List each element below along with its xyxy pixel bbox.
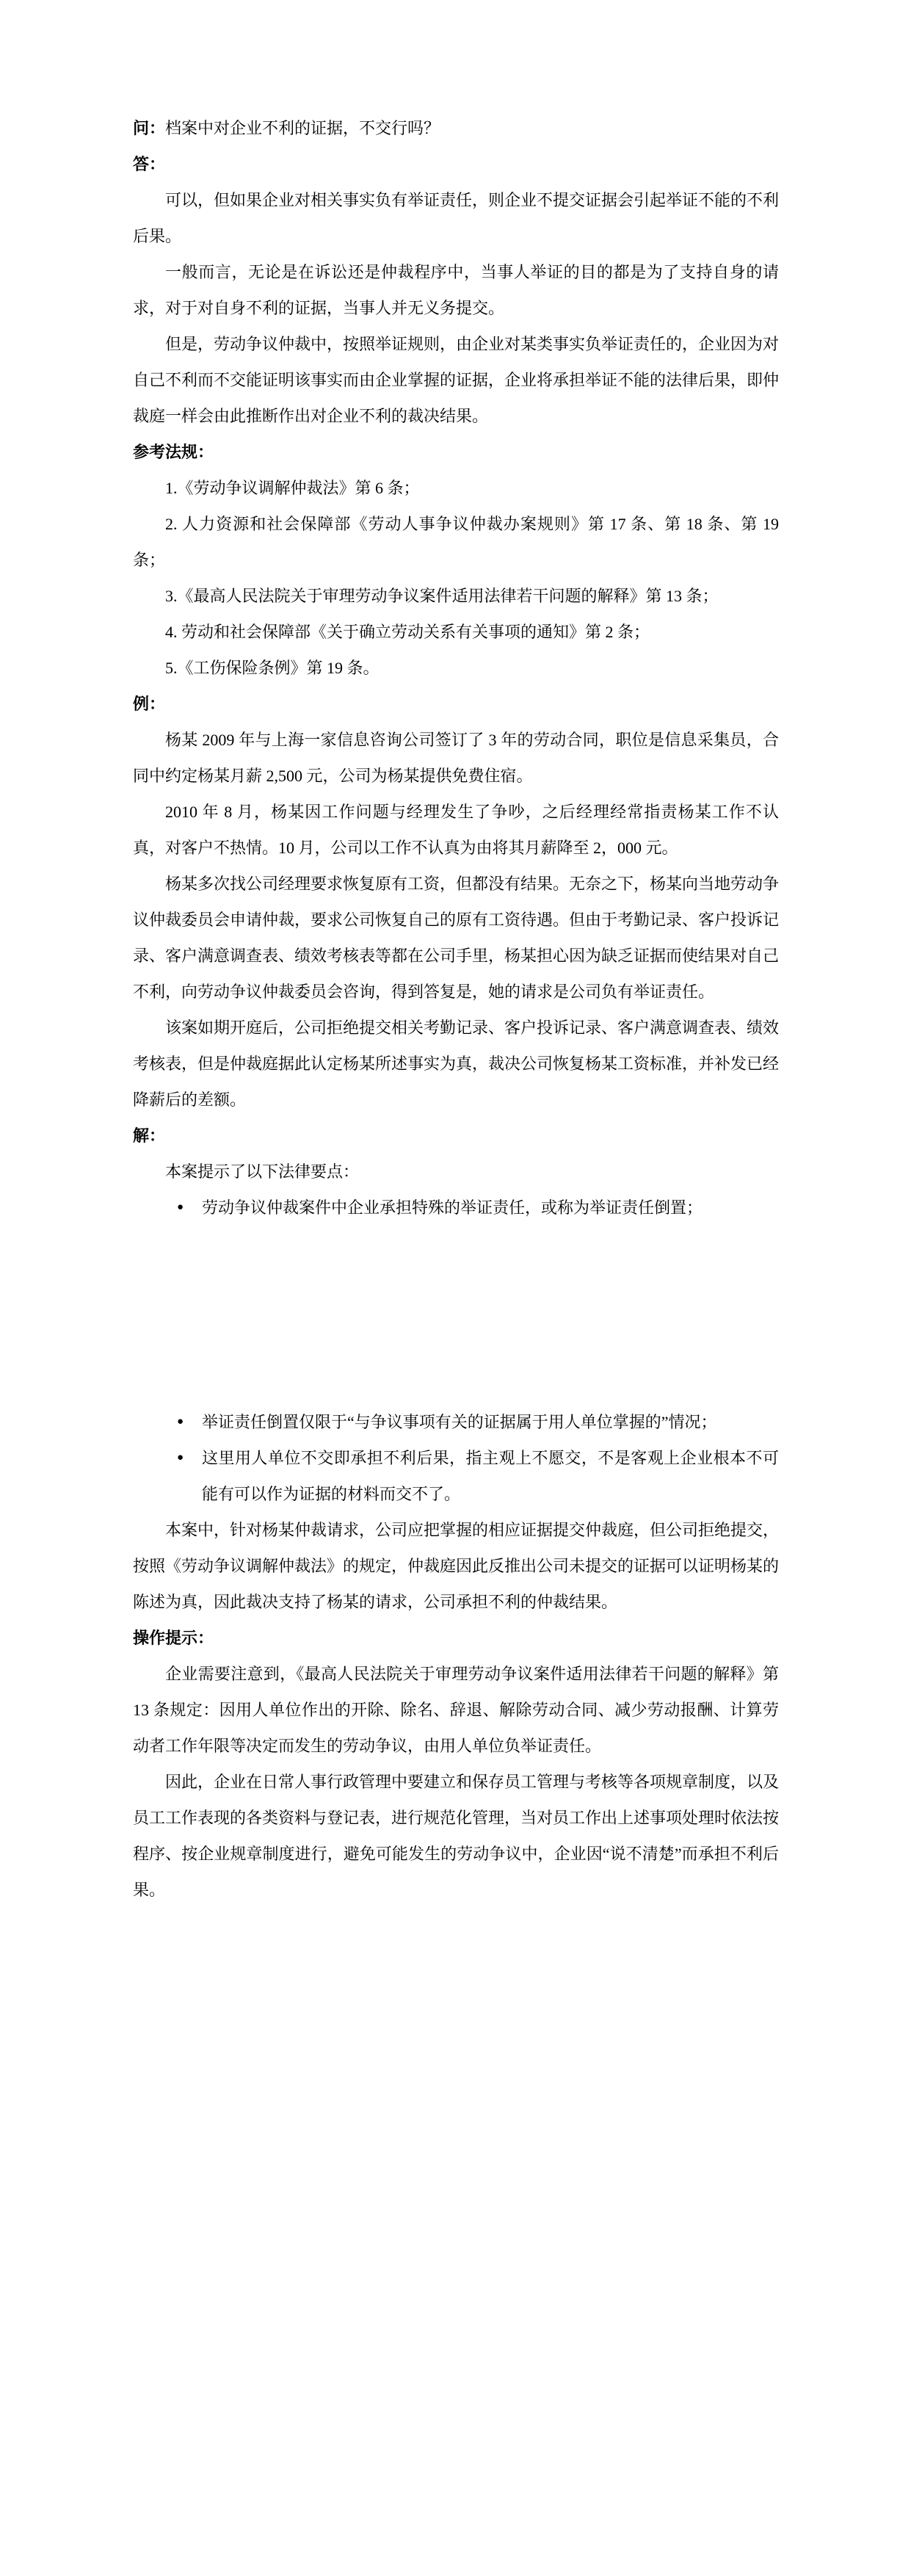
- bullet-list-item: [133, 1404, 779, 1440]
- section-heading: 参考法规：: [133, 443, 214, 461]
- paragraph: 但是，劳动争议仲裁中，按照举证规则，由企业对某类事实负举证责任的，企业因为对自己不利而不交能证明该事实而由企业掌握的证据，企业将承担举证不能的法律后果，即仲裁庭一样会由此推断作出对企业不利的裁决结果。: [133, 335, 780, 425]
- bullet-list-item: [133, 1440, 779, 1512]
- paragraph: 3.《最高人民法院关于审理劳动争议案件适用法律若干问题的解释》第 13 条；: [165, 587, 719, 605]
- paragraph: 1.《劳动争议调解仲裁法》第 6 条；: [165, 479, 420, 497]
- bullet-text: 举证责任倒置仅限于“与争议事项有关的证据属于用人单位掌握的”情况；: [202, 1413, 717, 1431]
- paragraph: 该案如期开庭后，公司拒绝提交相关考勤记录、客户投诉记录、客户满意调查表、绩效考核表，但是仲裁庭据此认定杨某所述事实为真，裁决公司恢复杨某工资标准，并补发已经降薪后的差额。: [133, 1019, 780, 1109]
- paragraph: 4. 劳动和社会保障部《关于确立劳动关系有关事项的通知》第 2 条；: [165, 623, 650, 641]
- bullet-text: 劳动争议仲裁案件中企业承担特殊的举证责任，或称为举证责任倒置；: [202, 1198, 703, 1217]
- section-heading: 解：: [133, 1126, 166, 1145]
- bullet-list-item: [133, 1190, 779, 1226]
- paragraph: 杨某多次找公司经理要求恢复原有工资，但都没有结果。无奈之下，杨某向当地劳动争议仲裁委员会申请仲裁，要求公司恢复自己的原有工资待遇。但由于考勤记录、客户投诉记录、客户满意调查表、绩效考核表等都在公司手里，杨某担心因为缺乏证据而使结果对自己不利，向劳动争议仲裁委员会咨询，得到答复是，她的请求是公司负有举证责任。: [133, 875, 780, 1001]
- paragraph: 杨某 2009 年与上海一家信息咨询公司签订了 3 年的劳动合同，职位是信息采集员，合同中约定杨某月薪 2,500 元，公司为杨某提供免费住宿。: [133, 731, 779, 785]
- bullet-icon: ●: [177, 1201, 184, 1213]
- paragraph: 2010 年 8 月，杨某因工作问题与经理发生了争吵，之后经理经常指责杨某工作不认真，对客户不热情。10 月，公司以工作不认真为由将其月薪降至 2，000 元。: [133, 803, 779, 857]
- question-label: 问：: [133, 119, 166, 137]
- page-2: [0, 1288, 911, 2576]
- bullet-icon: ●: [177, 1452, 184, 1464]
- paragraph: 2. 人力资源和社会保障部《劳动人事争议仲裁办案规则》第 17 条、第 18 条、第 19 条；: [133, 515, 779, 569]
- paragraph: 本案提示了以下法律要点：: [165, 1162, 360, 1181]
- section-heading: 例：: [133, 695, 166, 713]
- section-heading: 操作提示：: [133, 1629, 214, 1647]
- paragraph: 因此，企业在日常人事行政管理中要建立和保存员工管理与考核等各项规章制度，以及员工工作表现的各类资料与登记表，进行规范化管理，当对员工作出上述事项处理时依法按程序、按企业规章制度进行，避免可能发生的劳动争议中，企业因“说不清楚”而承担不利后果。: [133, 1773, 780, 1899]
- question-text: 档案中对企业不利的证据，不交行吗？: [165, 119, 440, 137]
- paragraph: 5.《工伤保险条例》第 19 条。: [165, 659, 380, 677]
- paragraph: 一般而言，无论是在诉讼还是仲裁程序中，当事人举证的目的都是为了支持自身的请求，对于对自身不利的证据，当事人并无义务提交。: [133, 263, 779, 317]
- section-heading: 答：: [133, 155, 166, 173]
- paragraph: 可以，但如果企业对相关事实负有举证责任，则企业不提交证据会引起举证不能的不利后果。: [133, 191, 780, 245]
- question-line: [133, 110, 779, 146]
- bullet-text: 这里用人单位不交即承担不利后果，指主观上不愿交，不是客观上企业根本不可能有可以作为证据的材料而交不了。: [202, 1449, 779, 1503]
- paragraph: 企业需要注意到，《最高人民法院关于审理劳动争议案件适用法律若干问题的解释》第 13 条规定：因用人单位作出的开除、除名、辞退、解除劳动合同、减少劳动报酬、计算劳动者工作年限等决定而发生的劳动争议，由用人单位负举证责任。: [133, 1665, 779, 1755]
- bullet-icon: ●: [177, 1416, 184, 1428]
- paragraph: 本案中，针对杨某仲裁请求，公司应把掌握的相应证据提交仲裁庭，但公司拒绝提交，按照《劳动争议调解仲裁法》的规定，仲裁庭因此反推出公司未提交的证据可以证明杨某的陈述为真，因此裁决支持了杨某的请求，公司承担不利的仲裁结果。: [133, 1521, 780, 1611]
